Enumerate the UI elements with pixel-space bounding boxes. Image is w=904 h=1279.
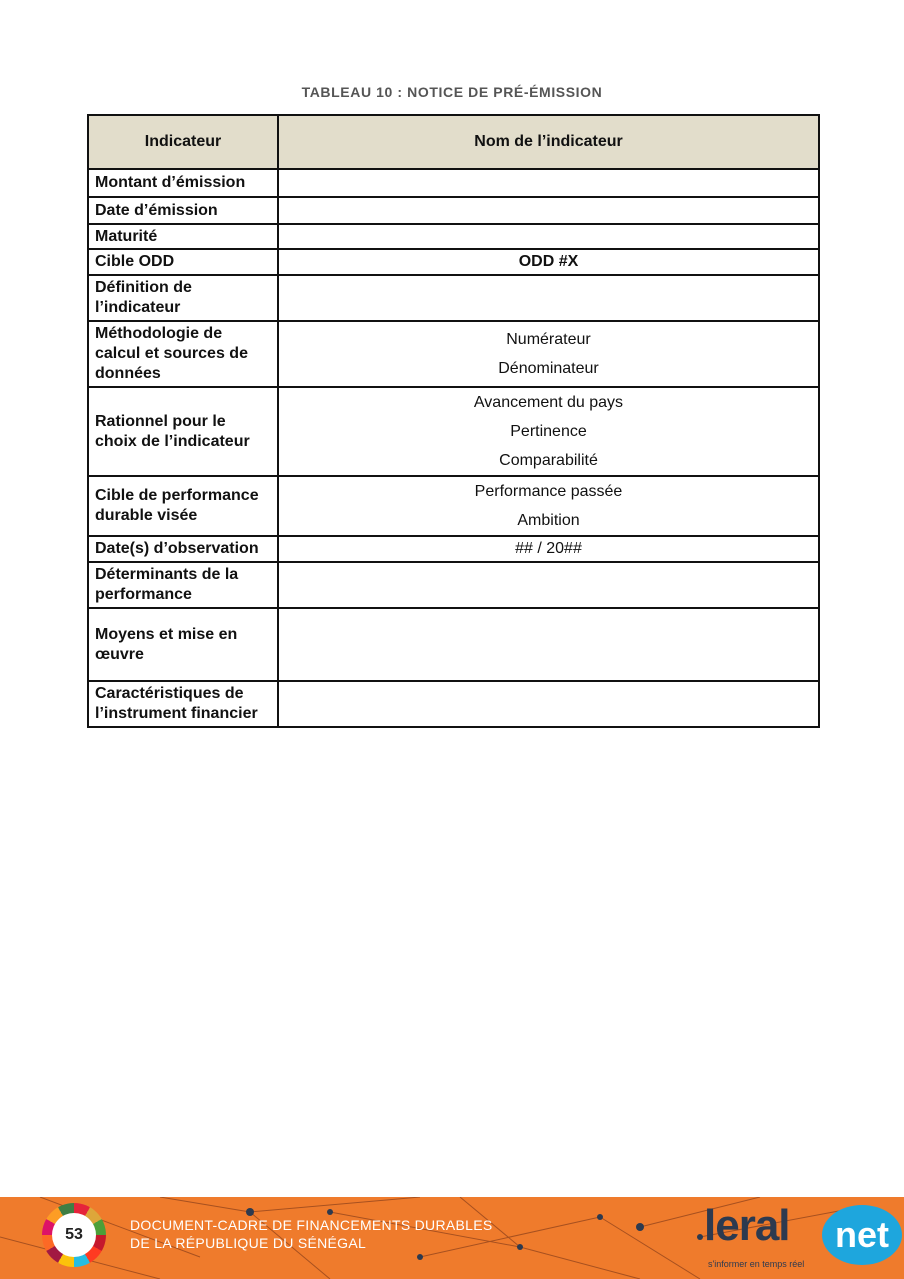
value-line: Ambition: [517, 512, 580, 529]
value-line: Comparabilité: [499, 452, 598, 469]
brand-net: net: [822, 1205, 902, 1265]
value-line: Performance passée: [474, 483, 623, 500]
table-row: [88, 197, 819, 224]
row-label: Méthodologie de calcul et sources de données: [88, 321, 278, 387]
page-number: 53: [52, 1213, 96, 1257]
row-label: Cible ODD: [88, 249, 278, 275]
table-row: [88, 249, 819, 275]
table-row: [88, 224, 819, 249]
value-line: Numérateur: [506, 331, 591, 348]
document-title-line-2: DE LA RÉPUBLIQUE DU SÉNÉGAL: [130, 1235, 367, 1251]
table-row: [88, 476, 819, 536]
pre-emission-notice-table: [87, 114, 820, 728]
row-label: Définition de l’indicateur: [88, 275, 278, 321]
value-line: Dénominateur: [498, 360, 599, 377]
row-value: [278, 197, 819, 224]
row-value: [278, 387, 819, 476]
row-label: Caractéristiques de l’instrument financier: [88, 681, 278, 727]
table-row: [88, 562, 819, 608]
row-value: [278, 249, 819, 275]
table-row: [88, 536, 819, 562]
value-line: ## / 20##: [515, 540, 582, 557]
row-label: Date(s) d’observation: [88, 536, 278, 562]
table-row: [88, 608, 819, 681]
brand-tagline: s'informer en temps réel: [708, 1259, 805, 1269]
value-line: ODD #X: [518, 253, 579, 270]
header-indicator: Indicateur: [88, 115, 278, 169]
row-value: [278, 476, 819, 536]
row-label: Maturité: [88, 224, 278, 249]
document-title: [130, 1216, 493, 1252]
table-row: [88, 321, 819, 387]
page-footer: [0, 1197, 904, 1279]
row-value: [278, 169, 819, 197]
row-label: Déterminants de la performance: [88, 562, 278, 608]
row-value: [278, 321, 819, 387]
table-header-row: [88, 115, 819, 169]
row-label: Cible de performance durable visée: [88, 476, 278, 536]
table-row: [88, 681, 819, 727]
document-title-line-1: DOCUMENT-CADRE DE FINANCEMENTS DURABLES: [130, 1217, 493, 1233]
row-value: [278, 681, 819, 727]
table-row: [88, 275, 819, 321]
table-caption: TABLEAU 10 : NOTICE DE PRÉ-ÉMISSION: [301, 84, 603, 100]
row-label: Date d’émission: [88, 197, 278, 224]
table-row: [88, 169, 819, 197]
row-label: Moyens et mise en œuvre: [88, 608, 278, 681]
row-value: [278, 536, 819, 562]
row-value: [278, 562, 819, 608]
header-indicator-name: Nom de l’indicateur: [278, 115, 819, 169]
value-line: Pertinence: [510, 423, 587, 440]
row-value: [278, 608, 819, 681]
value-line: Avancement du pays: [473, 394, 624, 411]
table-row: [88, 387, 819, 476]
row-label: Montant d’émission: [88, 169, 278, 197]
brand-logo: [704, 1201, 904, 1275]
row-value: [278, 224, 819, 249]
brand-leral: leral: [704, 1201, 790, 1250]
row-label: Rationnel pour le choix de l’indicateur: [88, 387, 278, 476]
row-value: [278, 275, 819, 321]
page-number-badge: [42, 1203, 106, 1267]
